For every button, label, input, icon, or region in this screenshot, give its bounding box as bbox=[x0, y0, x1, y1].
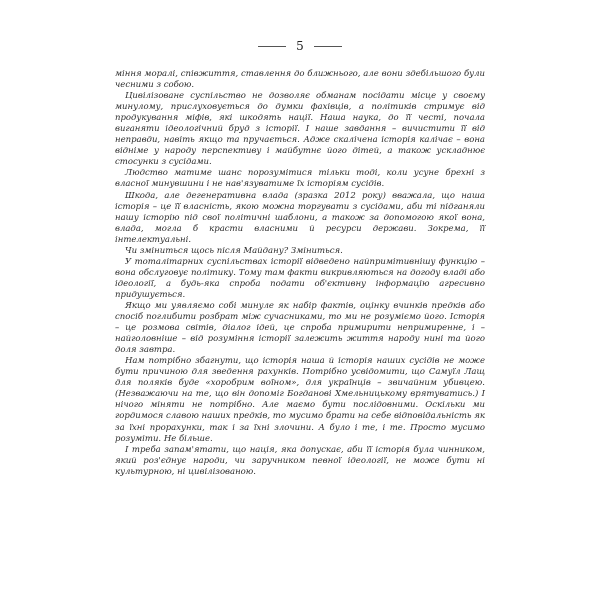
paragraph: Людство матиме шанс порозумітися тільки тоді, коли усуне брехні з власної минувшини і не нав'язуватиме їх історіям сусідів. bbox=[115, 168, 485, 190]
paragraph: міння моралі, співжиття, ставлення до ближнього, але вони здебільшого були чесними з собою. bbox=[115, 69, 485, 91]
paragraph: Якщо ми уявляємо собі минуле як набір фактів, оцінку вчинків предків або спосіб поглибити розбрат між сучасниками, то ми не розуміємо його. Історія – це розмова світів, діалог ідей, це спроба примирити непримиренне, і – найголовніше – від розуміння історії залежить життя народу нині та його доля завтра. bbox=[115, 300, 485, 356]
page-number: 5 bbox=[296, 39, 304, 53]
paragraph: Нам потрібно збагнути, що історія наша й історія наших сусідів не може бути причиною для зведення рахунків. Потрібно усвідомити, що Самуїл Лащ для поляків буде «хоробрим воїном», для українців – звичайним убивцею. (Незважаючи на те, що він допоміг Богданові Хмельницькому врятуватись.) І нічого міняти не потрібно. Але маємо бути послідовними. Оскільки ми гордимося славою наших предків, то мусимо брати на себе відповідальність як за їхні прорахунки, так і за їхні злочини. А було і те, і те. Просто мусимо розуміти. Не більше. bbox=[115, 356, 485, 444]
header-rule-left bbox=[258, 46, 286, 47]
header-rule-right bbox=[314, 46, 342, 47]
paragraph: Цивілізоване суспільство не дозволяє обманам посідати місце у своєму минулому, прислуховується до думки фахівців, а політиків стримує від продукування міфів, які шкодять нації. Наша наука, до її честі, почала виганяти ідеологічний бруд з історії. І наше завдання – вичистити її від неправди, навіть якщо та пручається. Адже скалічена історія калічає – вона відніме у народу перспективу і майбутнє його дітей, а також ускладнює стосунки з сусідами. bbox=[115, 91, 485, 168]
page-header bbox=[0, 36, 600, 56]
body-text bbox=[115, 69, 485, 478]
paragraph: У тоталітарних суспільствах історії відведено найпримітивнішу функцію – вона обслуговує політику. Тому там факти викривляються на догоду владі або ідеології, а будь-яка спроба подати об'єктивну інформацію агресивно придушується. bbox=[115, 256, 485, 300]
paragraph: Чи зміниться щось після Майдану? Зміниться. bbox=[125, 245, 343, 256]
paragraph: Шкода, але дегенеративна влада (зразка 2012 року) вважала, що наша історія – це її власність, якою можна торгувати з сусідами, аби ті підганяли нашу історію під свої політичні шаблони, а також за допомогою якої вона, влада, могла б красти власними й ресурси держави. Зокрема, її інтелектуальні. bbox=[115, 190, 485, 245]
paragraph: І треба запам'ятати, що нація, яка допускає, аби її історія була чинником, який роз'єднує народи, чи заручником певної ідеології, не може бути ні культурною, ні цивілізованою. bbox=[115, 444, 485, 477]
